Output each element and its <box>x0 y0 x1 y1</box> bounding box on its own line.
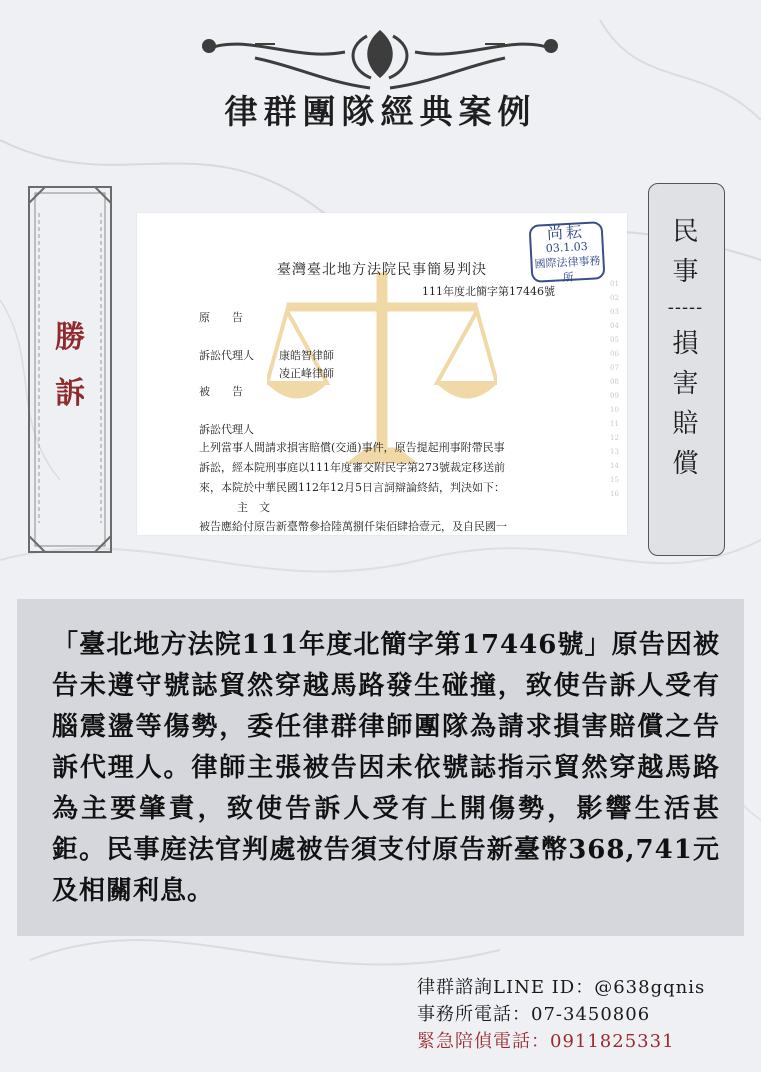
result-char-2: 訴 <box>55 376 85 411</box>
body-line-3: 來，本院於中華民國112年12月5日言詞辯論終結，判決如下： <box>199 481 505 494</box>
document-heading: 臺灣臺北地方法院民事簡易判決 <box>277 262 487 278</box>
body-line-1: 上列當事人間請求損害賠償(交通)事件，原告提起刑事附帶民事 <box>199 441 505 454</box>
contact-info <box>417 974 705 1055</box>
agent-label: 訴訟代理人 <box>199 349 254 362</box>
category-char: 償 <box>672 449 699 479</box>
line-id: 律群諮詢LINE ID：@638gqnis <box>417 977 706 998</box>
document-case-number: 111年度北簡字第17446號 <box>422 285 555 298</box>
defendant-label: 被 告 <box>199 385 243 398</box>
category-char: 損 <box>672 329 699 359</box>
court-stamp <box>529 221 606 283</box>
result-char-1: 勝 <box>55 320 85 355</box>
office-phone: 事務所電話：07-3450806 <box>417 1004 651 1025</box>
category-char: 害 <box>672 369 699 399</box>
agent-2: 凌正峰律師 <box>279 367 334 380</box>
case-result <box>25 310 115 422</box>
category-char: 賠 <box>672 409 699 439</box>
line-number-gutter: 01 02 03 04 05 06 07 08 09 10 11 12 13 14 15 16 <box>610 280 619 498</box>
plaintiff-label: 原 告 <box>199 311 243 324</box>
stamp-name: 尚耘 <box>546 222 586 244</box>
brand-title: 律群團隊經典案例 <box>224 92 537 131</box>
stamp-date: 03.1.03 <box>545 239 589 256</box>
category-char: 事 <box>672 257 699 287</box>
emergency-phone: 緊急陪偵電話：0911825331 <box>417 1031 675 1052</box>
category-char: 民 <box>672 217 699 247</box>
case-category <box>648 212 723 484</box>
stamp-office: 國際法律事務所 <box>534 254 601 285</box>
judgment-document-image <box>137 213 627 535</box>
category-separator: ----- <box>667 297 704 318</box>
agent-label-2: 訴訟代理人 <box>199 423 254 436</box>
body-line-4: 被告應給付原告新臺幣參拾陸萬捌仟柒佰肆拾壹元，及自民國一 <box>199 520 507 533</box>
case-summary-text: 「臺北地方法院111年度北簡字第17446號」原告因被告未遵守號誌貿然穿越馬路發生碰撞，致使告訴人受有腦震盪等傷勢，委任律群律師團隊為請求損害賠償之告訴代理人。律師主張被告因未依號誌指示貿然穿越馬路為主要肇責，致使告訴人受有上開傷勢，影響生活甚鉅。民事庭法官判處被告須支付原告新臺幣368,741元及相關利息。 <box>52 630 720 906</box>
agent-1: 康皓智律師 <box>279 349 334 362</box>
body-line-2: 訴訟，經本院刑事庭以111年度審交附民字第273號裁定移送前 <box>199 461 505 474</box>
main-text-label: 主 文 <box>237 501 270 514</box>
